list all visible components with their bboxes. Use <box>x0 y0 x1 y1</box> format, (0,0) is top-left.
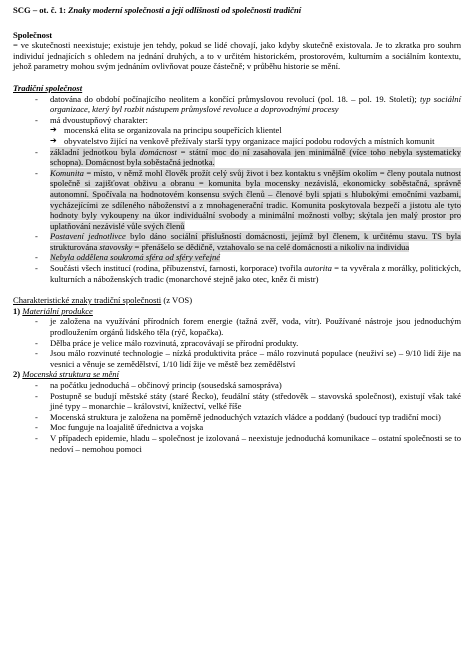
traditional-heading: Tradiční společnost <box>13 82 83 93</box>
list-item: - Postavení jednotlivce bylo dáno sociální příslušností domácnosti, jejímž byl členem, k určitému stavu. TS byla strukturována stavovsky = přenášelo se dědičně, vztahovalo se na celé domácnosti a nikoliv na individua <box>13 231 461 252</box>
section-1-list <box>13 316 461 369</box>
list-item: - Postupně se budují městské státy (staré Řecko), feudální státy (středověk – stavovská společnost), existují však také jiné typy – monarchie – království, knížectví, velké říše <box>13 391 461 412</box>
arrow-item: ➔ obyvatelstvo žijící na venkově přežívaly starší typy organizace mající podobu rodových a místních komunit <box>50 136 461 147</box>
section-2-heading: 2) Mocenská struktura se mění <box>13 369 119 380</box>
title-italic: Znaky moderní společnosti a její odlišnosti od společnosti tradiční <box>68 5 302 15</box>
document-title <box>13 5 461 16</box>
list-item: - Dělba práce je velice málo rozvinutá, zpracovávají se přírodní produkty. <box>13 338 461 349</box>
list-item: - má dvoustupňový charakter: ➔ mocenská elita se organizovala na principu soupeřících klientel ➔ obyvatelstvo žijící na venkově přežívaly starší typy organizace mající podobu rodových a místních komunit <box>13 115 461 147</box>
list-item: - Komunita = místo, v němž mohl člověk prožít celý svůj život i bez kontaktu s vnějším okolím = členy poutala nutnost společně si zajišťovat obživu a obranu = komunita byla mocensky nezávislá, ekonomicky soběstačná, správně autonomní. Spočívala na hodnotovém konsensu svých členů – členové byli spjati s hlubokými emočními vazbami, vycházejícími ze sdíleného náboženství a z mnohagenerační tradic. Komunita poskytovala bezpečí a jistotu ale tyto hodnoty byly vykoupeny na úkor individuální svobody a minimální možnosti volby; skýtala jen malý prostor pro uplatňování nezávislé vůle svých členů <box>13 168 461 232</box>
arrow-list <box>50 125 461 146</box>
traditional-list <box>13 94 461 285</box>
list-item: - na počátku jednoduchá – občinový princip (sousedská samosprávа) <box>13 380 461 391</box>
list-item: - základní jednotkou byla domácnost = státní moc do ní zasahovala jen minimálně (více toho nebyla systematicky schopna). Domácnost byla soběstačná jednotka. <box>13 147 461 168</box>
list-item: - je založena na využívání přírodních forem energie (tažná zvěř, voda, vítr). Používané nástroje jsou jednoduchým prodloužením orgánů lidského těla (rýč, kopačka). <box>13 316 461 337</box>
list-item: - Součásti všech institucí (rodina, příbuzenství, farnosti, korporace) tvořila autorita = ta vyvěrala z morálky, politických, kulturních a náboženských tradic (monarchové stejně jako otec, kněz či mistr) <box>13 263 461 284</box>
title-prefix: SCG – ot. č. 1: <box>13 5 69 15</box>
society-definition: = ve skutečnosti neexistuje; existuje jen tehdy, pokud se lidé chovají, jako kdyby skutečně existovala. Je to zkratka pro souhrn individuí jednajících s ohledem na jednání druhých, a to v určitém historickém, prostorovém, kulturním a sociálním kontextu, jehož parametry mohou svým jednáním ovlivňovat pouze částečně; v průběhu historie se mění. <box>13 40 461 72</box>
list-item: - Mocenská struktura je založena na poměrně jednoduchých vztazích vládce a poddaný (budoucí typ tradiční moci) <box>13 412 461 423</box>
section-1-heading: 1) Materiální produkce <box>13 305 93 316</box>
list-item: - Jsou málo rozvinuté technologie – nízká produktivita práce – málo rozvinutá populace (neuživí se) – 9/10 lidí žije na vesnici a věnuje se zemědělství, 1/10 lidí žije ve městě bez zemědělství <box>13 348 461 369</box>
society-heading: Společnost <box>13 29 53 40</box>
list-item: - Moc funguje na loajalitě úřednictva a vojska <box>13 422 461 433</box>
characteristics-heading: Charakteristické znaky tradiční společnosti (z VOS) <box>13 295 193 306</box>
list-item: - datována do období počínajícího neolitem a končící průmyslovou revolucí (pol. 18. – pol. 19. Století); typ sociální organizace, který byl rozbit nástupem průmyslové revoluce a doprovodnými procesy <box>13 94 461 115</box>
arrow-item: ➔ mocenská elita se organizovala na principu soupeřících klientel <box>50 125 461 136</box>
list-item: - V případech epidemie, hladu – společnost je izolovaná – neexistuje jednoduchá komunikace – ostatní společnosti se to nedoví – nemohou pomoci <box>13 433 461 454</box>
section-2-list <box>13 380 461 454</box>
list-item: - Nebyla oddělena soukromá sféra od sféry veřejné <box>13 252 461 263</box>
